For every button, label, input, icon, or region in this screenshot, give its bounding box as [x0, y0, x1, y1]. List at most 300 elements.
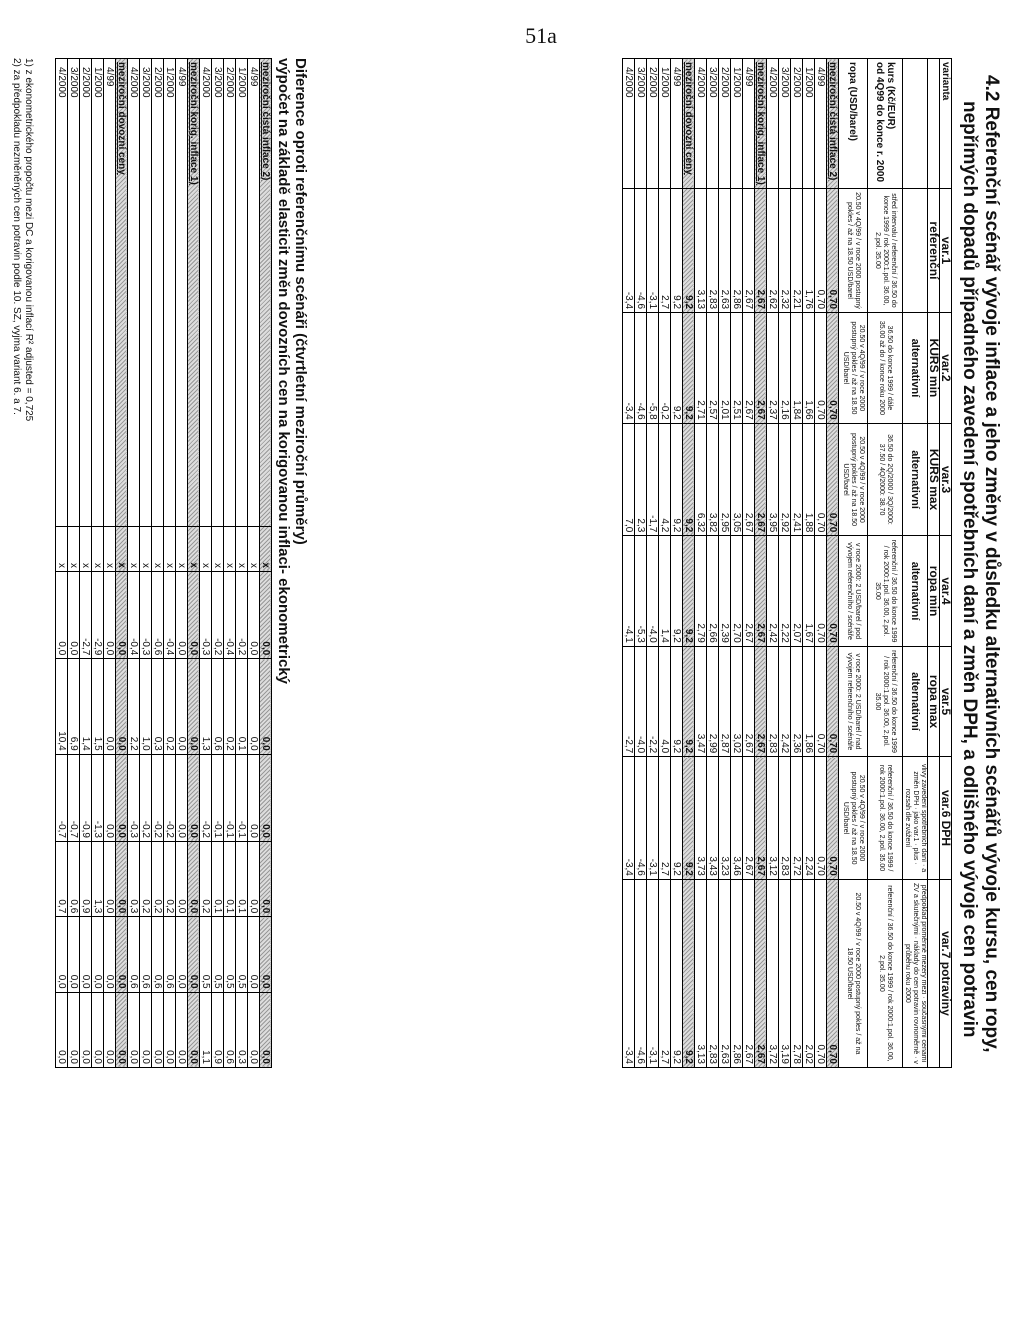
data-row [731, 59, 743, 1068]
value-cell: 0,9 [212, 992, 224, 1067]
variant-type: alternativní [903, 646, 928, 756]
value-cell: -4,0 [647, 536, 659, 646]
value-cell: 0,70 [815, 646, 827, 756]
difference-title-line-2: výpočet na základě elasticit změn dovozních cen na korigovanou inflaci- ekonometrický [275, 58, 292, 685]
value-cell: 1,76 [803, 188, 815, 312]
data-row [743, 59, 755, 1068]
value-cell: 0,0 [248, 841, 260, 916]
data-row [647, 59, 659, 1068]
value-cell: -3,1 [647, 879, 659, 1067]
value-cell: -4,6 [635, 188, 647, 312]
section-first-value: 0,0 [116, 917, 128, 992]
ropa-note: v roce 2000: 2 USD/barel / nad vývojem referenčního / scénáře [839, 646, 868, 756]
value-cell: 2,78 [791, 879, 803, 1067]
value-cell: x [212, 526, 224, 571]
period-label: 1/2000 [659, 59, 671, 189]
period-label: 4/2000 [695, 59, 707, 189]
footnotes [10, 58, 34, 421]
value-cell: 0,2 [224, 659, 236, 754]
section-first-value: 0,0 [188, 659, 200, 754]
data-row [164, 59, 176, 1068]
value-cell: -3,4 [623, 879, 635, 1067]
section-first-value: 0,0 [260, 754, 272, 841]
value-cell: 0,0 [104, 841, 116, 916]
value-cell: 9,2 [671, 423, 683, 536]
data-row [152, 59, 164, 1068]
value-cell: 0,6 [152, 917, 164, 992]
data-row [212, 59, 224, 1068]
value-cell: 4,2 [659, 423, 671, 536]
value-cell: 0,70 [815, 879, 827, 1067]
period-label: 1/2000 [164, 59, 176, 527]
value-cell: 2,51 [731, 313, 743, 424]
difference-table [55, 58, 272, 1068]
section-first-value: x [188, 526, 200, 571]
variant-name [928, 879, 940, 1067]
value-cell: 9,2 [671, 313, 683, 424]
kurs-label [868, 59, 903, 189]
value-cell: 3,02 [731, 646, 743, 756]
value-cell: -0,7 [56, 754, 68, 841]
section-first-value: 0,0 [116, 992, 128, 1067]
value-cell: 0,0 [176, 659, 188, 754]
value-cell: -5,3 [635, 536, 647, 646]
section-first-value: 0,70 [827, 536, 839, 646]
value-cell: 2,86 [731, 879, 743, 1067]
variant-label: varianta [940, 59, 952, 189]
ropa-row [839, 59, 868, 1068]
value-cell: -0,2 [152, 754, 164, 841]
value-cell: 0,5 [212, 917, 224, 992]
variant-header: var.3 [940, 423, 952, 536]
section-header-row [827, 59, 839, 1068]
value-cell: x [236, 526, 248, 571]
value-cell: 2,67 [743, 188, 755, 312]
section-first-value: 0,0 [260, 917, 272, 992]
value-cell: -2,7 [623, 646, 635, 756]
value-cell: 0,7 [56, 841, 68, 916]
value-cell: 0,0 [56, 917, 68, 992]
value-cell: -0,2 [212, 571, 224, 658]
value-cell: 0,0 [248, 917, 260, 992]
value-cell: x [248, 526, 260, 571]
period-label: 2/2000 [791, 59, 803, 189]
value-cell: 0,70 [815, 757, 827, 880]
value-cell: x [152, 526, 164, 571]
value-cell: 2,39 [719, 536, 731, 646]
value-cell: 2,63 [719, 188, 731, 312]
value-cell: -0,3 [128, 754, 140, 841]
variant-type: alternativní [903, 313, 928, 424]
value-cell: 1,1 [200, 992, 212, 1067]
value-cell: 2,66 [707, 536, 719, 646]
value-cell: 0,0 [248, 571, 260, 658]
section-first-value: 0,0 [188, 917, 200, 992]
value-cell: 1,5 [92, 659, 104, 754]
value-cell: 0,0 [92, 992, 104, 1067]
value-cell: 2,92 [779, 423, 791, 536]
value-cell: -0,2 [140, 754, 152, 841]
value-cell: 3,13 [695, 188, 707, 312]
value-cell: 0,70 [815, 536, 827, 646]
value-cell: 2,67 [743, 757, 755, 880]
value-cell: 0,0 [176, 992, 188, 1067]
value-cell: 0,0 [176, 841, 188, 916]
value-cell: -3,1 [647, 188, 659, 312]
value-cell: 2,36 [791, 646, 803, 756]
value-cell: 0,6 [68, 841, 80, 916]
value-cell: 3,46 [731, 757, 743, 880]
blank-cell [928, 59, 940, 189]
variant-header: var.1 [940, 188, 952, 312]
section-first-value: 2,67 [755, 188, 767, 312]
value-cell: x [92, 526, 104, 571]
variant-header: var.7 potraviny [940, 879, 952, 1067]
period-label: 2/2000 [719, 59, 731, 189]
ropa-note: 20.50 v 4Q/99 / v roce 2000 postupný pokles / až na 18.50 USD/barel [839, 423, 868, 536]
data-row [92, 59, 104, 1068]
value-cell: 1,3 [200, 659, 212, 754]
value-cell: 2,7 [659, 879, 671, 1067]
variant-name: KURS max [928, 423, 940, 536]
value-cell: 0,1 [236, 841, 248, 916]
value-cell: 2,2 [128, 659, 140, 754]
data-row [80, 59, 92, 1068]
kurs-row [868, 59, 903, 1068]
section-first-value: x [116, 526, 128, 571]
value-cell: -0,2 [236, 571, 248, 658]
period-label: 3/2000 [140, 59, 152, 527]
period-label: 4/2000 [128, 59, 140, 527]
value-cell: 2,42 [779, 646, 791, 756]
kurs-title: kurs (Kč/EUR) [885, 62, 896, 130]
value-cell: 2,99 [707, 646, 719, 756]
value-cell: -3,4 [623, 313, 635, 424]
value-cell: 2,83 [707, 188, 719, 312]
value-cell: 3,19 [779, 879, 791, 1067]
value-cell: 0,0 [152, 992, 164, 1067]
value-cell: 3,82 [707, 423, 719, 536]
value-cell: 2,21 [791, 188, 803, 312]
value-cell: 2,67 [743, 423, 755, 536]
value-cell: x [56, 526, 68, 571]
section-header-row [116, 59, 128, 1068]
value-cell: -0,3 [200, 571, 212, 658]
value-cell: 1,86 [803, 646, 815, 756]
ropa-label: ropa (USD/barel) [839, 59, 868, 189]
period-label: 4/99 [815, 59, 827, 189]
data-row [815, 59, 827, 1068]
title-line-2: nepřímých dopadů případného zavedení spotřebních daní a změn DPH, a odlišného vývoje cen potravin [959, 101, 980, 1038]
section-first-value: 9,2 [683, 536, 695, 646]
value-cell: -0,2 [659, 313, 671, 424]
section-label: meziroční korig. inflace 1) [188, 59, 200, 527]
value-cell: -1,3 [92, 754, 104, 841]
value-cell: 3,05 [731, 423, 743, 536]
header-name-row [928, 59, 940, 1068]
value-cell: 9,2 [671, 757, 683, 880]
period-label: 4/99 [176, 59, 188, 527]
value-cell: 2,71 [695, 313, 707, 424]
section-first-value: 0,70 [827, 757, 839, 880]
value-cell: 3,73 [695, 757, 707, 880]
variant-header: var.6 DPH [940, 757, 952, 880]
ropa-note: 20.50 v 4Q/99 / v roce 2000 postupný pokles / až na 18.50 USD/barel [839, 188, 868, 312]
section-first-value: 9,2 [683, 757, 695, 880]
value-cell: 2,32 [779, 188, 791, 312]
value-cell: 0,2 [140, 841, 152, 916]
value-cell: -2,2 [647, 646, 659, 756]
difference-title [275, 58, 309, 684]
value-cell: 1,4 [659, 536, 671, 646]
value-cell: -3,1 [647, 757, 659, 880]
value-cell: 2,72 [791, 757, 803, 880]
kurs-note: střed intervalu / referenční / 36.50 do konce 1999 / rok 2000:1.pol. 36.00, 2.pol. 35.00 [868, 188, 903, 312]
value-cell: 0,6 [128, 917, 140, 992]
kurs-note: 36.50 do konce 1999 / dále 35.00 až do / konce roku 2000 [868, 313, 903, 424]
variant-header: var.5 [940, 646, 952, 756]
value-cell: 2,86 [731, 188, 743, 312]
period-label: 4/99 [743, 59, 755, 189]
kurs-note: referenční / 36.50 do konce 1999 / rok 2000:1.pol. 36.00, 2.pol. 35.00 [868, 757, 903, 880]
data-row [200, 59, 212, 1068]
value-cell: 0,2 [164, 659, 176, 754]
value-cell: 1,67 [803, 536, 815, 646]
value-cell: 2,87 [719, 646, 731, 756]
section-first-value: 0,70 [827, 646, 839, 756]
value-cell: 0,0 [80, 917, 92, 992]
section-first-value: 9,2 [683, 313, 695, 424]
data-row [707, 59, 719, 1068]
variant-type: alternativní [903, 423, 928, 536]
value-cell: 3,95 [767, 423, 779, 536]
ropa-note: 20.50 v 4Q/99 / v roce 2000 postupný pokles / až na 18.50 USD/barel [839, 313, 868, 424]
title-line-1: 4.2 Referenční scénář vývoje inflace a jeho změny v důsledku alternativních scénářů vývoje kursu, cen ropy, [981, 75, 1002, 1053]
data-row [68, 59, 80, 1068]
section-first-value: 0,0 [116, 571, 128, 658]
section-header-row [188, 59, 200, 1068]
value-cell: 0,0 [176, 917, 188, 992]
value-cell: 1,88 [803, 423, 815, 536]
value-cell: 1,4 [80, 659, 92, 754]
section-first-value: 9,2 [683, 879, 695, 1067]
value-cell: 2,07 [791, 536, 803, 646]
value-cell: 0,0 [176, 754, 188, 841]
section-first-value: 0,0 [188, 992, 200, 1067]
kurs-note: referenční / 36.50 do konce 1999 / rok 2000:1.pol. 36.00, 2.pol. 35.00 [868, 646, 903, 756]
section-label: meziroční čistá inflace 2) [260, 59, 272, 527]
scenario-table [622, 58, 952, 1068]
period-label: 1/2000 [92, 59, 104, 527]
value-cell: 2,57 [707, 313, 719, 424]
header-var-row [940, 59, 952, 1068]
data-row [140, 59, 152, 1068]
value-cell: 0,1 [224, 841, 236, 916]
section-label: meziroční dovozní ceny [116, 59, 128, 527]
value-cell: 9,2 [671, 536, 683, 646]
section-first-value: 0,70 [827, 313, 839, 424]
value-cell: 3,23 [719, 757, 731, 880]
value-cell: 0,6 [140, 917, 152, 992]
value-cell: 0,70 [815, 423, 827, 536]
value-cell: 2,67 [743, 646, 755, 756]
value-cell: 0,0 [56, 571, 68, 658]
period-label: 4/2000 [200, 59, 212, 527]
section-first-value: 9,2 [683, 646, 695, 756]
value-cell: 2,79 [695, 536, 707, 646]
ropa-note: 20.50 v 4Q/99 / v roce 2000 postupný pokles / až na 18.50 USD/barel [839, 757, 868, 880]
period-label: 4/99 [671, 59, 683, 189]
value-cell: -0,4 [128, 571, 140, 658]
data-row [56, 59, 68, 1068]
value-cell: -3,4 [623, 188, 635, 312]
value-cell: -5,8 [647, 313, 659, 424]
data-row [176, 59, 188, 1068]
value-cell: 0,3 [236, 992, 248, 1067]
value-cell: 0,1 [236, 659, 248, 754]
section-first-value: 2,67 [755, 313, 767, 424]
variant-type: vlivy zavedení spotřebních daní · a změn DPH · jako var.1 · plus · rozsah dle zvážení [903, 757, 928, 880]
section-first-value: 0,0 [260, 571, 272, 658]
data-row [803, 59, 815, 1068]
value-cell: 2,63 [719, 879, 731, 1067]
data-row [659, 59, 671, 1068]
value-cell: -4,0 [635, 646, 647, 756]
value-cell: 0,5 [224, 917, 236, 992]
value-cell: 0,9 [80, 841, 92, 916]
value-cell: 9,2 [671, 646, 683, 756]
variant-header: var.2 [940, 313, 952, 424]
section-first-value: 9,2 [683, 188, 695, 312]
section-first-value: 2,67 [755, 757, 767, 880]
value-cell: -4,6 [635, 879, 647, 1067]
value-cell: 0,2 [200, 841, 212, 916]
value-cell: 0,2 [164, 841, 176, 916]
value-cell: 0,3 [128, 841, 140, 916]
value-cell: 1,66 [803, 313, 815, 424]
value-cell: 0,0 [140, 992, 152, 1067]
ropa-note: 20.50 v 4Q/99 / v roce 2000 postupný pokles / až na 18.50 USD/barel [839, 879, 868, 1067]
data-row [224, 59, 236, 1068]
period-label: 1/2000 [731, 59, 743, 189]
value-cell: 2,42 [767, 536, 779, 646]
variant-type: alternativní [903, 536, 928, 646]
section-first-value: 9,2 [683, 423, 695, 536]
value-cell: 6,9 [68, 659, 80, 754]
kurs-subtitle: od 4Q99 do konce r. 2000 [874, 62, 885, 183]
value-cell: 2,67 [743, 313, 755, 424]
period-label: 3/2000 [68, 59, 80, 527]
value-cell: -0,9 [80, 754, 92, 841]
section-first-value: 2,67 [755, 879, 767, 1067]
value-cell: 0,6 [224, 992, 236, 1067]
value-cell: 0,6 [212, 659, 224, 754]
section-label: meziroční dovozní ceny [683, 59, 695, 189]
value-cell: 6,32 [695, 423, 707, 536]
section-label: meziroční korig. inflace 1) [755, 59, 767, 189]
period-label: 3/2000 [635, 59, 647, 189]
value-cell: 0,0 [248, 992, 260, 1067]
value-cell: 3,12 [767, 757, 779, 880]
value-cell: 2,95 [719, 423, 731, 536]
page-title [958, 75, 1002, 1255]
section-first-value: 0,0 [188, 571, 200, 658]
value-cell: 2,16 [779, 313, 791, 424]
value-cell: 0,0 [248, 754, 260, 841]
section-first-value: 0,0 [188, 754, 200, 841]
value-cell: 0,5 [236, 917, 248, 992]
period-label: 3/2000 [212, 59, 224, 527]
value-cell: 2,62 [767, 188, 779, 312]
value-cell: -0,1 [212, 754, 224, 841]
period-label: 1/2000 [803, 59, 815, 189]
value-cell: 3,13 [695, 879, 707, 1067]
value-cell: x [68, 526, 80, 571]
value-cell: 2,3 [635, 423, 647, 536]
value-cell: x [176, 526, 188, 571]
section-first-value: 0,70 [827, 188, 839, 312]
value-cell: 0,0 [104, 917, 116, 992]
period-label: 4/99 [248, 59, 260, 527]
value-cell: x [128, 526, 140, 571]
value-cell: 7,0 [623, 423, 635, 536]
value-cell: 2,01 [719, 313, 731, 424]
section-header-row [260, 59, 272, 1068]
kurs-note: 36.50 do 2Q/2000 / 3Q/2000: 37.50 / 4Q/2000: 38.70 [868, 423, 903, 536]
period-label: 4/2000 [623, 59, 635, 189]
section-first-value: 2,67 [755, 536, 767, 646]
value-cell: 0,6 [164, 917, 176, 992]
value-cell: 0,0 [92, 917, 104, 992]
value-cell: 2,22 [779, 536, 791, 646]
section-first-value: 0,0 [260, 659, 272, 754]
header-type-row [903, 59, 928, 1068]
value-cell: 10,4 [56, 659, 68, 754]
data-row [635, 59, 647, 1068]
period-label: 2/2000 [152, 59, 164, 527]
footnote-1: 1) z ekonometrického propočtu mezi DC a korigovanou inflací R² adjusted = 0,725 [23, 58, 34, 422]
value-cell: x [80, 526, 92, 571]
section-first-value: 0,0 [188, 841, 200, 916]
value-cell: -4,6 [635, 313, 647, 424]
value-cell: 2,7 [659, 757, 671, 880]
section-first-value: 0,0 [116, 659, 128, 754]
value-cell: 0,0 [104, 659, 116, 754]
variant-name: ropa min [928, 536, 940, 646]
section-first-value: 0,70 [827, 879, 839, 1067]
value-cell: 0,0 [128, 992, 140, 1067]
data-row [623, 59, 635, 1068]
value-cell: x [104, 526, 116, 571]
section-first-value: 0,0 [116, 841, 128, 916]
value-cell: -0,4 [164, 571, 176, 658]
value-cell: 0,70 [815, 313, 827, 424]
value-cell: 0,0 [68, 992, 80, 1067]
variant-type: předpoklad proměnné mezery mezi · současnými cenami ZV a skutečnými · náklady do cen potravin rovnoměrně · v průběhu roku 2000 [903, 879, 928, 1067]
period-label: 4/2000 [767, 59, 779, 189]
value-cell: -0,7 [68, 754, 80, 841]
period-label: 2/2000 [224, 59, 236, 527]
data-row [767, 59, 779, 1068]
data-row [236, 59, 248, 1068]
difference-title-line-1: Diference oproti referenčnímu scénáři (čtvrtletní meziroční průměry) [292, 58, 309, 545]
section-header-row [683, 59, 695, 1068]
value-cell: 0,0 [176, 571, 188, 658]
value-cell: 0,5 [200, 917, 212, 992]
value-cell: -4,6 [635, 757, 647, 880]
value-cell: 2,67 [743, 536, 755, 646]
period-label: 4/99 [104, 59, 116, 527]
